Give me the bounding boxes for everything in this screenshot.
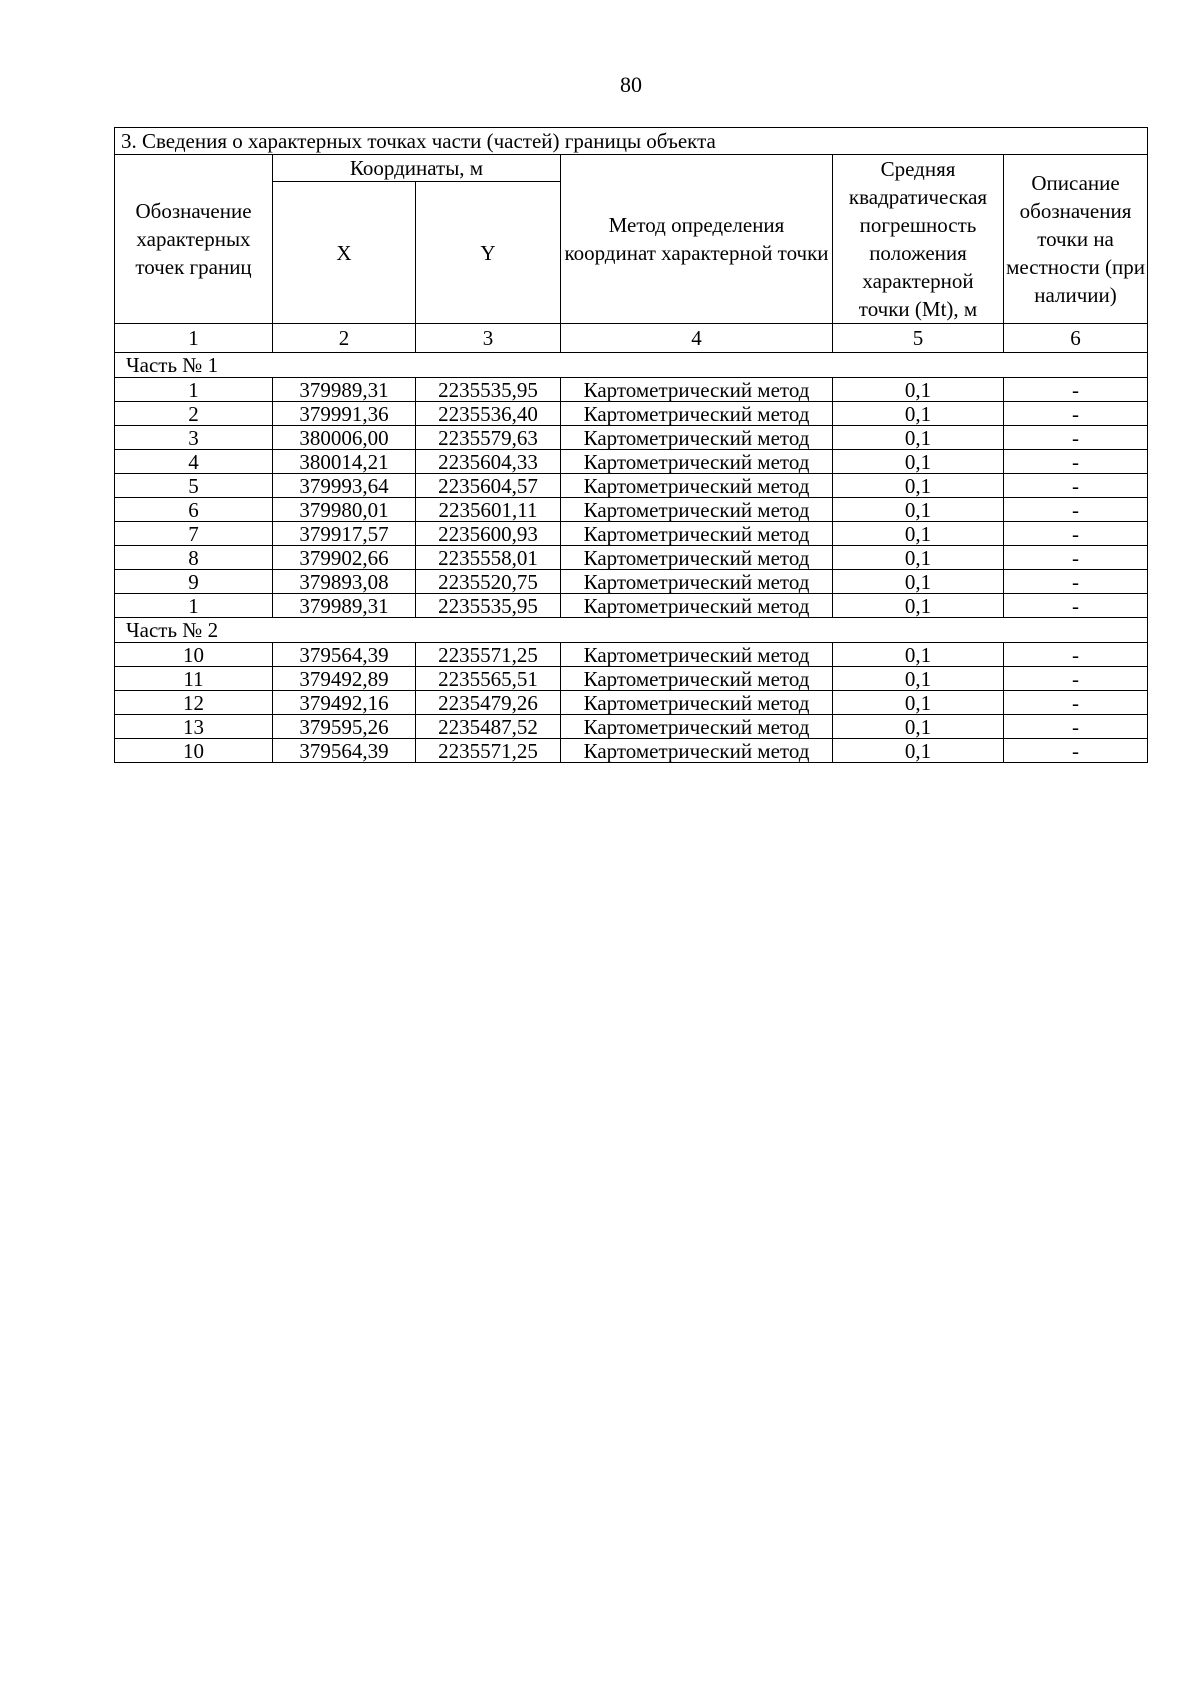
- cell-point-id: 8: [115, 546, 273, 570]
- cell-error: 0,1: [833, 667, 1004, 691]
- column-number: 2: [273, 324, 416, 353]
- part-label: Часть № 2: [115, 618, 1148, 643]
- table-row: [115, 426, 1148, 450]
- cell-error: 0,1: [833, 739, 1004, 763]
- cell-point-id: 3: [115, 426, 273, 450]
- cell-error: 0,1: [833, 546, 1004, 570]
- part-row: [115, 353, 1148, 378]
- cell-method: Картометрический метод: [561, 522, 833, 546]
- cell-y: 2235487,52: [416, 715, 561, 739]
- cell-error: 0,1: [833, 402, 1004, 426]
- cell-point-id: 10: [115, 643, 273, 667]
- cell-x: 379980,01: [273, 498, 416, 522]
- cell-error: 0,1: [833, 450, 1004, 474]
- table-row: [115, 667, 1148, 691]
- cell-point-id: 6: [115, 498, 273, 522]
- table-row: [115, 498, 1148, 522]
- header-description: Описание обозначения точки на местности (при наличии): [1004, 155, 1148, 324]
- cell-method: Картометрический метод: [561, 594, 833, 618]
- cell-y: 2235536,40: [416, 402, 561, 426]
- page-number: 80: [620, 72, 642, 97]
- cell-y: 2235571,25: [416, 643, 561, 667]
- cell-x: 379989,31: [273, 378, 416, 402]
- cell-method: Картометрический метод: [561, 739, 833, 763]
- header-y: Y: [416, 182, 561, 324]
- cell-point-id: 7: [115, 522, 273, 546]
- header-x: X: [273, 182, 416, 324]
- cell-method: Картометрический метод: [561, 378, 833, 402]
- cell-x: 379595,26: [273, 715, 416, 739]
- table-row: [115, 546, 1148, 570]
- header-row-top: [115, 155, 1148, 182]
- header-error: Средняя квадратическая погрешность положения характерной точки (Mt), м: [833, 155, 1004, 324]
- cell-method: Картометрический метод: [561, 426, 833, 450]
- cell-point-id: 12: [115, 691, 273, 715]
- cell-point-id: 9: [115, 570, 273, 594]
- table-caption-row: [115, 128, 1148, 155]
- cell-point-id: 2: [115, 402, 273, 426]
- cell-y: 2235479,26: [416, 691, 561, 715]
- cell-error: 0,1: [833, 594, 1004, 618]
- cell-description: -: [1004, 450, 1148, 474]
- cell-method: Картометрический метод: [561, 691, 833, 715]
- cell-error: 0,1: [833, 474, 1004, 498]
- header-designation: Обозначение характерных точек границ: [115, 155, 273, 324]
- cell-y: 2235558,01: [416, 546, 561, 570]
- cell-method: Картометрический метод: [561, 667, 833, 691]
- cell-x: 380006,00: [273, 426, 416, 450]
- table-row: [115, 450, 1148, 474]
- table-row: [115, 570, 1148, 594]
- cell-x: 379989,31: [273, 594, 416, 618]
- cell-y: 2235579,63: [416, 426, 561, 450]
- cell-y: 2235565,51: [416, 667, 561, 691]
- table-row: [115, 594, 1148, 618]
- cell-description: -: [1004, 715, 1148, 739]
- table-row: [115, 522, 1148, 546]
- part-label: Часть № 1: [115, 353, 1148, 378]
- cell-description: -: [1004, 378, 1148, 402]
- column-number: 3: [416, 324, 561, 353]
- cell-description: -: [1004, 643, 1148, 667]
- column-number: 5: [833, 324, 1004, 353]
- part-row: [115, 618, 1148, 643]
- cell-description: -: [1004, 498, 1148, 522]
- cell-description: -: [1004, 522, 1148, 546]
- cell-x: 379564,39: [273, 739, 416, 763]
- cell-description: -: [1004, 667, 1148, 691]
- cell-description: -: [1004, 570, 1148, 594]
- cell-description: -: [1004, 594, 1148, 618]
- table-row: [115, 378, 1148, 402]
- cell-point-id: 5: [115, 474, 273, 498]
- cell-y: 2235600,93: [416, 522, 561, 546]
- column-number: 1: [115, 324, 273, 353]
- cell-x: 379492,16: [273, 691, 416, 715]
- cell-method: Картометрический метод: [561, 570, 833, 594]
- cell-x: 379902,66: [273, 546, 416, 570]
- cell-error: 0,1: [833, 715, 1004, 739]
- cell-x: 379893,08: [273, 570, 416, 594]
- cell-method: Картометрический метод: [561, 402, 833, 426]
- cell-description: -: [1004, 402, 1148, 426]
- cell-error: 0,1: [833, 522, 1004, 546]
- cell-error: 0,1: [833, 426, 1004, 450]
- cell-description: -: [1004, 739, 1148, 763]
- cell-description: -: [1004, 474, 1148, 498]
- cell-error: 0,1: [833, 378, 1004, 402]
- cell-description: -: [1004, 546, 1148, 570]
- cell-error: 0,1: [833, 498, 1004, 522]
- cell-method: Картометрический метод: [561, 474, 833, 498]
- cell-point-id: 11: [115, 667, 273, 691]
- cell-point-id: 1: [115, 594, 273, 618]
- cell-point-id: 10: [115, 739, 273, 763]
- cell-x: 380014,21: [273, 450, 416, 474]
- cell-y: 2235535,95: [416, 594, 561, 618]
- cell-point-id: 13: [115, 715, 273, 739]
- column-number-row: [115, 324, 1148, 353]
- cell-method: Картометрический метод: [561, 498, 833, 522]
- cell-error: 0,1: [833, 691, 1004, 715]
- header-coordinates: Координаты, м: [273, 155, 561, 182]
- cell-method: Картометрический метод: [561, 450, 833, 474]
- cell-x: 379993,64: [273, 474, 416, 498]
- cell-error: 0,1: [833, 570, 1004, 594]
- cell-description: -: [1004, 426, 1148, 450]
- column-number: 4: [561, 324, 833, 353]
- cell-point-id: 1: [115, 378, 273, 402]
- cell-x: 379492,89: [273, 667, 416, 691]
- cell-y: 2235571,25: [416, 739, 561, 763]
- cell-y: 2235535,95: [416, 378, 561, 402]
- cell-y: 2235601,11: [416, 498, 561, 522]
- table-row: [115, 643, 1148, 667]
- table-row: [115, 402, 1148, 426]
- cell-method: Картометрический метод: [561, 715, 833, 739]
- cell-method: Картометрический метод: [561, 546, 833, 570]
- table-row: [115, 474, 1148, 498]
- column-number: 6: [1004, 324, 1148, 353]
- cell-y: 2235520,75: [416, 570, 561, 594]
- cell-x: 379564,39: [273, 643, 416, 667]
- table-caption: 3. Сведения о характерных точках части (частей) границы объекта: [115, 128, 1148, 155]
- table-row: [115, 715, 1148, 739]
- cell-method: Картометрический метод: [561, 643, 833, 667]
- header-method: Метод определения координат характерной точки: [561, 155, 833, 324]
- cell-error: 0,1: [833, 643, 1004, 667]
- cell-point-id: 4: [115, 450, 273, 474]
- cell-y: 2235604,57: [416, 474, 561, 498]
- boundary-points-table: [114, 127, 1148, 763]
- cell-description: -: [1004, 691, 1148, 715]
- table-row: [115, 739, 1148, 763]
- table-row: [115, 691, 1148, 715]
- cell-x: 379917,57: [273, 522, 416, 546]
- cell-y: 2235604,33: [416, 450, 561, 474]
- cell-x: 379991,36: [273, 402, 416, 426]
